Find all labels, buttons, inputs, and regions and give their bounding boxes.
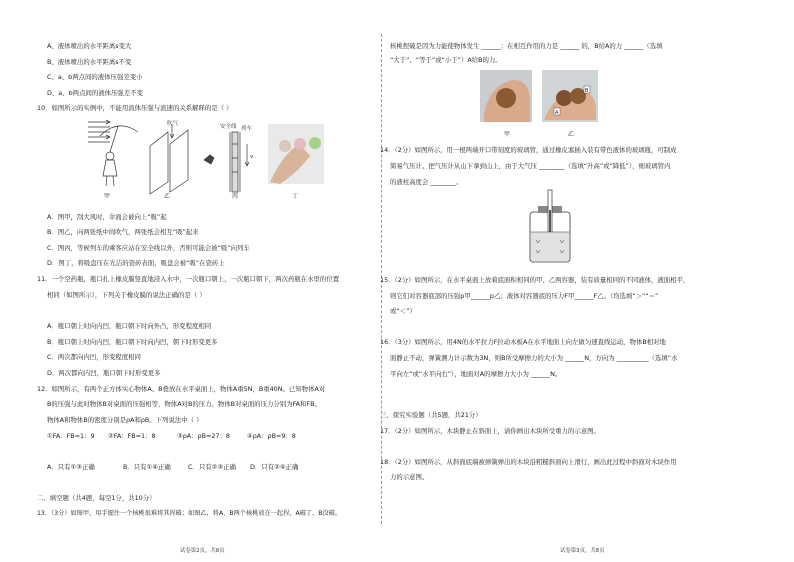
q11-stem-line1: 11．一个空药瓶，瓶口扎上橡皮膜竖直地浸入水中，一次瓶口朝上，一次瓶口朝下，两次药瓶在水里的位置 xyxy=(37,275,340,283)
q10-blow-label: 吹气 xyxy=(167,121,179,127)
q11-option-c: C．两次都向内凹，形变程度相同 xyxy=(47,353,141,361)
q13-label-a: A xyxy=(555,110,559,116)
q13-cont-line1: 核桃捏破是因为力能使物体发生 ______；在相互作用的力是 ______ 的，B给A的力 ______（选填 xyxy=(390,42,663,50)
footer-left-page: 试卷第2页，共8页 xyxy=(180,548,225,554)
q9-option-b: B、液体喷出的水平距离s不变 xyxy=(47,58,132,66)
q10-figure-bing xyxy=(204,132,249,192)
q13-photos xyxy=(480,70,620,142)
q10-speed-label: v xyxy=(250,154,254,160)
q10-figure-ding xyxy=(268,124,324,184)
q10-train-label: 列车 xyxy=(241,126,253,132)
q16-line2: 面静止不动，弹簧测力计示数为3N，则B所受摩擦力的大小为 ______N，方向为 __________（选填“水 xyxy=(390,354,678,362)
q11-option-a: A．瓶口朝上时向内凹，瓶口朝下时向外凸，形变程度相同 xyxy=(47,322,212,330)
q12-statement-4: ④ρA：ρB=9：8 xyxy=(247,432,296,440)
q18-line2: 力的示意图。 xyxy=(390,473,429,481)
section2-heading: 二、填空题（共4题，每空1分，共10分） xyxy=(37,494,156,502)
q15-line2: 则它们对容器底部的压强p甲______p乙；液体对容器底的压力F甲______F乙。（均选填“＞”“＝” xyxy=(390,292,659,300)
q10-figure-yi xyxy=(150,124,188,194)
q14-line1: 14．（2分）如图所示，用一根两端开口带刻度的玻璃管，通过橡皮塞插入装有带色液体的玻璃瓶，可制成 xyxy=(380,146,677,154)
q10-stem: 10．如图所示的实例中，不能用流体压强与流速的关系解释的是（ ） xyxy=(37,104,233,112)
q9-option-a: A、液体喷出的水平距离s变大 xyxy=(47,42,132,50)
q17-stem: 17．（2分）如图所示，木块静止在斜面上，请你画出木块所受重力的示意图。 xyxy=(380,427,600,435)
q10-caption-ding: 丁 xyxy=(292,193,299,200)
q13-photo-jia xyxy=(480,70,532,122)
q16-line1: 16．（3分）如图所示，用4N的水平拉力F拉动木板A在水平地面上向左做匀速直线运动，物体B相对地 xyxy=(380,338,666,346)
q10-caption-bing: 丙 xyxy=(232,193,239,200)
q10-safety-line-label: 安全线 xyxy=(220,124,237,130)
q14-line3: 的液柱高度会 ________。 xyxy=(390,178,463,186)
q12-stem-line1: 12．如图所示，有两个正方体实心物体A、B叠放在水平桌面上，物体A重5N，B重40N。已知物体A对 xyxy=(37,385,326,393)
q12-statement-3: ③ρA：ρB=27：8 xyxy=(177,432,230,440)
footer-right-page: 试卷第3页，共8页 xyxy=(560,548,605,554)
q12-statement-1: ①FA：FB=1：9 xyxy=(47,432,95,440)
q10-caption-yi: 乙 xyxy=(164,193,171,200)
q14-line2: 简易气压计。把气压计从山下拿到山上，由于大气压 ________（选填“升高”或“降低”），细玻璃管内 xyxy=(390,162,671,170)
q13-caption-yi: 乙 xyxy=(568,131,575,138)
q18-line1: 18．（2分）如图所示，从斜面底端被弹簧弹出的木块沿粗糙斜面向上滑行，画出此过程中斜面对木块作用 xyxy=(380,458,677,466)
q15-line3: 或“＜”） xyxy=(390,307,416,315)
section3-heading: 三、探究实验题（共5题，共21分） xyxy=(380,411,482,419)
q12-stem-line2: B的压强与此时物体B对桌面的压强相等，物体A对B的压力、物体B对桌面的压力分别为FA和FB。 xyxy=(47,400,321,408)
q10-figures xyxy=(80,114,330,200)
q13-cont-line2: “大于”、“等于”或“小于”）A给B的力。 xyxy=(390,56,502,64)
q15-line1: 15．（2分）如图所示，在水平桌面上放着底面积相同的甲、乙两容器，装有质量相同的不同液体，液面相平， xyxy=(380,276,690,284)
q12-option-c: C．只有②③正确 xyxy=(188,463,236,471)
q10-option-a: A．图甲，刮大风时，伞面会被向上“吸”起 xyxy=(47,213,167,221)
q14-barometer-figure xyxy=(520,188,580,268)
q11-stem-line2: 相同（如图所示），下列关于橡皮膜的说法正确的是（ ） xyxy=(47,291,206,299)
q10-option-c: C．图丙，等候列车的乘客应站在安全线以外，否则可能会被“吸”向列车 xyxy=(47,244,250,252)
q13-stem: 13．（3分）如图甲，用手握住一个核桃很难将其捏破；如图乙，将A、B两个核桃放在一起捏，A破了，B没破。 xyxy=(37,510,342,517)
q13-label-b: B xyxy=(585,88,589,94)
q16-line3: 平向左”或“水平向右”），地面对A的摩擦力大小为 ______N。 xyxy=(390,370,562,378)
q12-option-a: A．只有①③正确 xyxy=(47,463,95,471)
q11-option-d: D．两次都向内凹，瓶口朝下时形变更多 xyxy=(47,369,161,377)
q13-photo-yi xyxy=(542,70,598,122)
q12-option-d: D．只有②④正确 xyxy=(250,463,299,471)
q10-caption-jia: 甲 xyxy=(104,193,111,200)
q9-option-d: D、a、b两点间的液体压强差不变 xyxy=(47,89,143,97)
q10-option-b: B．图乙，向两张纸中间吹气，两张纸会相互“吸”起来 xyxy=(47,228,199,236)
q12-stem-line3: 物体A和物体B的密度分别是ρA和ρB。下列说法中（ ） xyxy=(47,416,203,424)
q12-statement-2: ②FA：FB=1：8 xyxy=(108,432,156,440)
q11-option-b: B．瓶口朝上时向内凹，瓶口朝下时向内凹，朝下时形变更多 xyxy=(47,338,218,346)
q10-figure-jia xyxy=(88,120,138,186)
q10-option-d: D．图丁，将吸盘压在光洁的瓷砖表面，吸盘会被“吸”在瓷砖上 xyxy=(47,259,225,267)
q13-caption-jia: 甲 xyxy=(504,131,511,138)
q12-option-b: B．只有①④正确 xyxy=(123,463,171,471)
q9-option-c: C、a、b两点间的液体压强差变小 xyxy=(47,73,143,81)
